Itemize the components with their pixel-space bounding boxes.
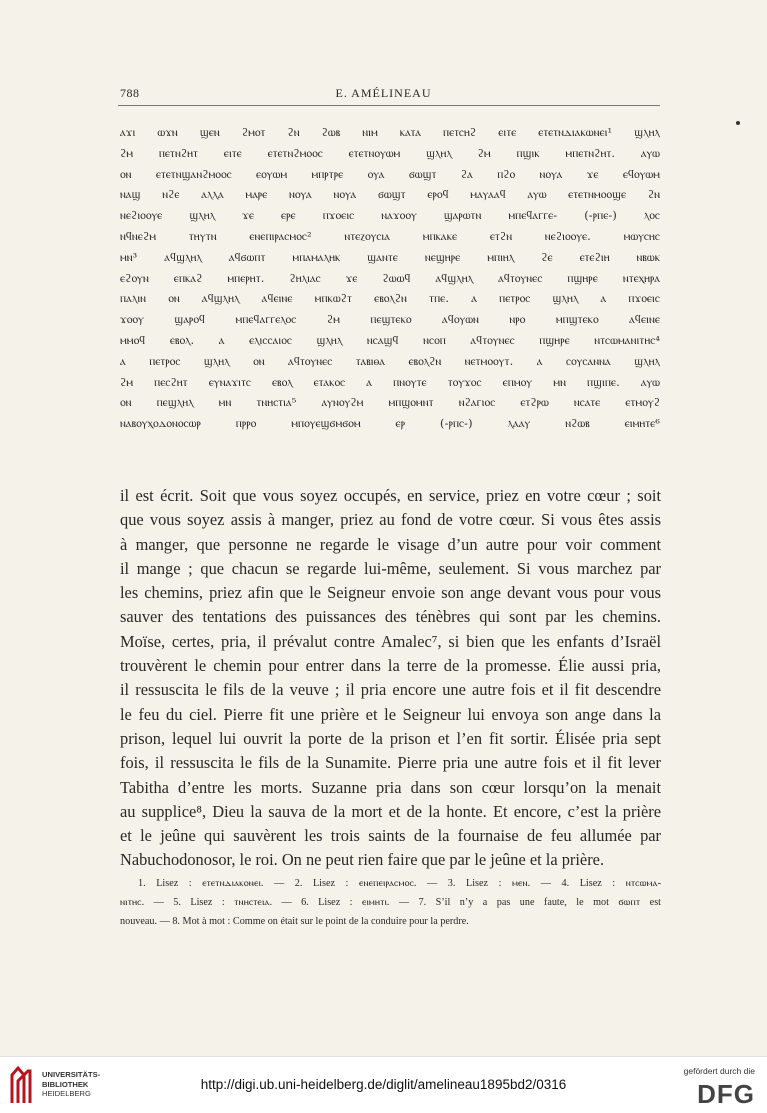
sponsor-caption: gefördert durch die [683,1066,755,1076]
coptic-text [120,123,660,435]
translation-line: à manger, que personne ne regarde le visage d’un autre pour voir comment [120,534,661,554]
coptic-line: ⲁϫⲓ ⲱϫⲛ ϣⲉⲛ ϩⲙⲟⲧ ϩⲛ ϩⲱⲃ ⲛⲓⲙ ⲕⲁⲧⲁ ⲡⲉⲧⲥⲏϩ ⲉⲓⲧⲉ ⲉⲧⲉⲧⲛⲇⲓⲁⲕⲱⲛⲉⲓ¹ ϣⲗⲏⲗ [120,126,660,139]
translation-line: prison, lequel lui ouvrit la porte de la prison et l’en fit sortir. Élisée pria sept [120,728,661,748]
viewer-footer [0,1056,767,1113]
translation-line: Tabitha d’entre les morts. Suzanne pria dans son cœur lorsqu’on la menait [120,777,661,797]
library-name-line: BIBLIOTHEK [42,1079,89,1089]
page-number: 788 [120,86,140,100]
library-name-line: UNIVERSITÄTS- [42,1070,101,1079]
coptic-line: ⲛⲉϩⲓⲟⲟⲩⲉ ϣⲗⲏⲗ ϫⲉ ⲉⲣⲉ ⲡϫⲟⲉⲓⲥ ⲛⲁϫⲟⲟⲩ ϣⲁⲣⲱⲧⲛ ⲙⲡⲉϥⲁⲅⲅⲉ- (-ⲣⲡⲉ-) ⲗⲟⲥ [120,209,660,223]
coptic-line: ⲡⲁⲗⲓⲛ ⲟⲛ ⲁϥϣⲗⲏⲗ ⲁϥⲉⲓⲛⲉ ⲙⲡⲕⲱϩⲧ ⲉⲃⲟⲗϩⲛ ⲧⲡⲉ. ⲁ ⲡⲉⲧⲣⲟⲥ ϣⲗⲏⲗ ⲁ ⲡϫⲟⲉⲓⲥ [120,292,660,306]
translation-line: que vous soyez assis à manger, priez au fond de votre cœur. Si vous êtes assis [120,510,661,530]
document-url-link[interactable]: http://digi.ub.uni-heidelberg.de/diglit/amelineau1895bd2/0316 [200,1077,567,1092]
translation-line: Nabuchodonosor, le roi. On ne peut rien faire que par le jeûne et la prière. [120,850,605,870]
footnote-line: ⲛⲓⲧⲏⲥ. — 5. Lisez : ⲧⲛⲏⲥⲧⲉⲓⲁ. — 6. Lisez : ⲉⲓⲙⲏⲧⲓ. — 7. S’il n’y a pas une faute, le mot ϭⲱⲡⲧ est [120,897,661,908]
coptic-line: ϩⲙ ⲡⲉⲥϩⲏⲧ ⲉⲩⲛⲁϫⲓⲧⲥ ⲉⲃⲟⲗ ⲉⲧⲁⲕⲟⲥ ⲁ ⲡⲛⲟⲩⲧⲉ ⲧⲟⲩϫⲟⲥ ⲉⲡⲙⲟⲩ ⲙⲛ ⲡϣⲓⲡⲉ. ⲁⲩⲱ [120,375,660,389]
coptic-line: ⲙⲛ³ ⲁϥϣⲗⲏⲗ ⲁϥϭⲱⲡⲧ ⲙⲡⲁⲙⲁⲗⲏⲕ ϣⲁⲛⲧⲉ ⲛⲉϣⲏⲣⲉ ⲙⲡⲓⲏⲗ ϩⲉ ⲉⲧⲉϩⲓⲏ ⲛⲃⲱⲕ [120,250,660,264]
coptic-line: ⲙⲙⲟϥ ⲉⲃⲟⲗ. ⲁ ⲉⲗⲓⲥⲥⲁⲓⲟⲥ ϣⲗⲏⲗ ⲛⲥⲁϣϥ ⲛⲥⲟⲡ ⲁϥⲧⲟⲩⲛⲉⲥ ⲡϣⲏⲣⲉ ⲛⲧⲥⲱⲙⲁⲛⲓⲧⲏⲥ⁴ [120,333,660,347]
coptic-line: ϫⲟⲟⲩ ϣⲁⲣⲟϥ ⲙⲡⲉϥⲁⲅⲅⲉⲗⲟⲥ ϩⲙ ⲡⲉϣⲧⲉⲕⲟ ⲁϥⲟⲩⲱⲛ ⲛⲣⲟ ⲙⲡϣⲧⲉⲕⲟ ⲁϥⲉⲓⲛⲉ [120,313,660,327]
coptic-line: ⲛϥⲛⲉϩⲙ ⲧⲏⲩⲧⲛ ⲉⲛⲉⲡⲓⲣⲁⲥⲙⲟⲥ² ⲛⲧⲉⲍⲟⲩⲥⲓⲁ ⲙⲡⲕⲁⲕⲉ ⲉⲧϩⲛ ⲛⲉϩⲓⲟⲟⲩⲉ. ⲙⲱⲩⲥⲏⲥ [120,229,660,243]
header-rule [118,105,660,106]
french-translation [120,484,661,873]
library-name-line: HEIDELBERG [42,1089,91,1098]
coptic-line: ⲛⲁϣ ⲛϩⲉ ⲁⲗⲗⲁ ⲙⲁⲣⲉ ⲛⲟⲩⲁ ⲛⲟⲩⲁ ϭⲱϣⲧ ⲉⲣⲟϥ ⲙⲁⲩⲁⲁϥ ⲁⲩⲱ ⲉⲧⲉⲧⲛⲙⲟⲟϣⲉ ϩⲛ [120,188,660,202]
coptic-line: ⲟⲛ ⲡⲉϣⲗⲏⲗ ⲙⲛ ⲧⲛⲏⲥⲧⲓⲁ⁵ ⲁⲩⲛⲟⲩϩⲙ ⲙⲡϣⲟⲙⲛⲧ ⲛϩⲁⲅⲓⲟⲥ ⲉⲧϩⲣⲱ ⲛⲥⲁⲧⲉ ⲉⲧⲙⲟⲩϩ [120,396,660,410]
coptic-line: ⲟⲛ ⲉⲧⲉⲧⲛϣⲁⲛϩⲙⲟⲟⲥ ⲉⲟⲩⲱⲙ ⲙⲡⲣⲧⲣⲉ ⲟⲩⲁ ϭⲱϣⲧ ϩⲁ ⲡϩⲟ ⲛⲟⲩⲁ ϫⲉ ⲉϥⲟⲩⲱⲙ [120,167,660,181]
coptic-line: ⲛⲁⲃⲟⲩⲭⲟⲇⲟⲛⲟⲥⲱⲣ ⲡⲣⲣⲟ ⲙⲡⲟⲩⲉϣϭⲙϭⲟⲙ ⲉⲣ (-ⲣⲡⲥ-) ⲗⲁⲁⲩ ⲛϩⲱⲃ ⲉⲓⲙⲏⲧⲉ⁶ [120,417,660,431]
translation-line: au supplice⁸, Dieu la sauva de la mort et de la honte. Et encore, c’est la prière [120,801,661,821]
footnote-line: nouveau. — 8. Mot à mot : Comme on était sur le point de la conduire pour la perdre. [120,916,469,927]
translation-line: Moïse, certes, pria, il prévalut contre Amalec⁷, si bien que les enfants d’Israël [120,631,661,651]
coptic-line: ϩⲙ ⲡⲉⲧⲛϩⲏⲧ ⲉⲓⲧⲉ ⲉⲧⲉⲧⲛϩⲙⲟⲟⲥ ⲉⲧⲉⲧⲛⲟⲩⲱⲙ ϣⲗⲏⲗ ϩⲙ ⲡϣⲓⲕ ⲙⲡⲉⲧⲛϩⲏⲧ. ⲁⲩⲱ [120,146,660,160]
translation-line: et le jeûne qui sauvèrent les trois saints de la fournaise de feu allumée par [120,826,661,846]
translation-line: le feu du ciel. Pierre fit une prière et le Seigneur lui envoya son ange dans la [120,704,661,724]
translation-line: sauver des tentations des puissances des ténèbres qui sont par les chemins. [120,607,661,627]
footnote-line: 1. Lisez : ⲉⲧⲉⲧⲛⲇⲓⲁⲕⲟⲛⲉⲓ. — 2. Lisez : ⲉⲛⲉⲡⲉⲓⲣⲁⲥⲙⲟⲥ. — 3. Lisez : ⲙⲉⲛ. — 4. Lisez : ⲛⲧⲥⲱⲙⲁ- [138,878,661,889]
translation-line: il mange ; que chacun se regarde lui-même, seulement. Si vous marchez par [120,558,661,578]
translation-line: il ressuscita le fils de la veuve ; il pria encore une autre fois et il fit descendre [120,680,661,700]
margin-mark [736,121,740,125]
translation-line: fois, il ressuscita le fils de la Sunamite. Pierre pria une autre fois et il fit lever [120,753,661,773]
dfg-logo: DFG [697,1079,755,1109]
coptic-line: ⲉϩⲟⲩⲛ ⲉⲡⲕⲁϩ ⲙⲡⲉⲣⲏⲧ. ϩⲏⲗⲓⲁⲥ ϫⲉ ϩⲱⲱϥ ⲁϥϣⲗⲏⲗ ⲁϥⲧⲟⲩⲛⲉⲥ ⲡϣⲏⲣⲉ ⲛⲧⲉⲭⲏⲣⲁ [120,271,660,285]
coptic-line: ⲁ ⲡⲉⲧⲣⲟⲥ ϣⲗⲏⲗ ⲟⲛ ⲁϥⲧⲟⲩⲛⲉⲥ ⲧⲁⲃⲓⲑⲁ ⲉⲃⲟⲗϩⲛ ⲛⲉⲧⲙⲟⲟⲩⲧ. ⲁ ⲥⲟⲩⲥⲁⲛⲛⲁ ϣⲗⲏⲗ [120,354,660,368]
translation-line: il est écrit. Soit que vous soyez occupés, en service, priez en votre cœur ; soit [120,486,661,505]
translation-line: trouvèrent le chemin pour entrer dans la terre de la promesse. Élie aussi pria, [120,656,661,676]
running-head: E. AMÉLINEAU [335,86,432,100]
footnotes [120,874,661,931]
translation-line: les chemins, priez afin que le Seigneur envoie son ange devant vous pour vous [120,583,661,603]
